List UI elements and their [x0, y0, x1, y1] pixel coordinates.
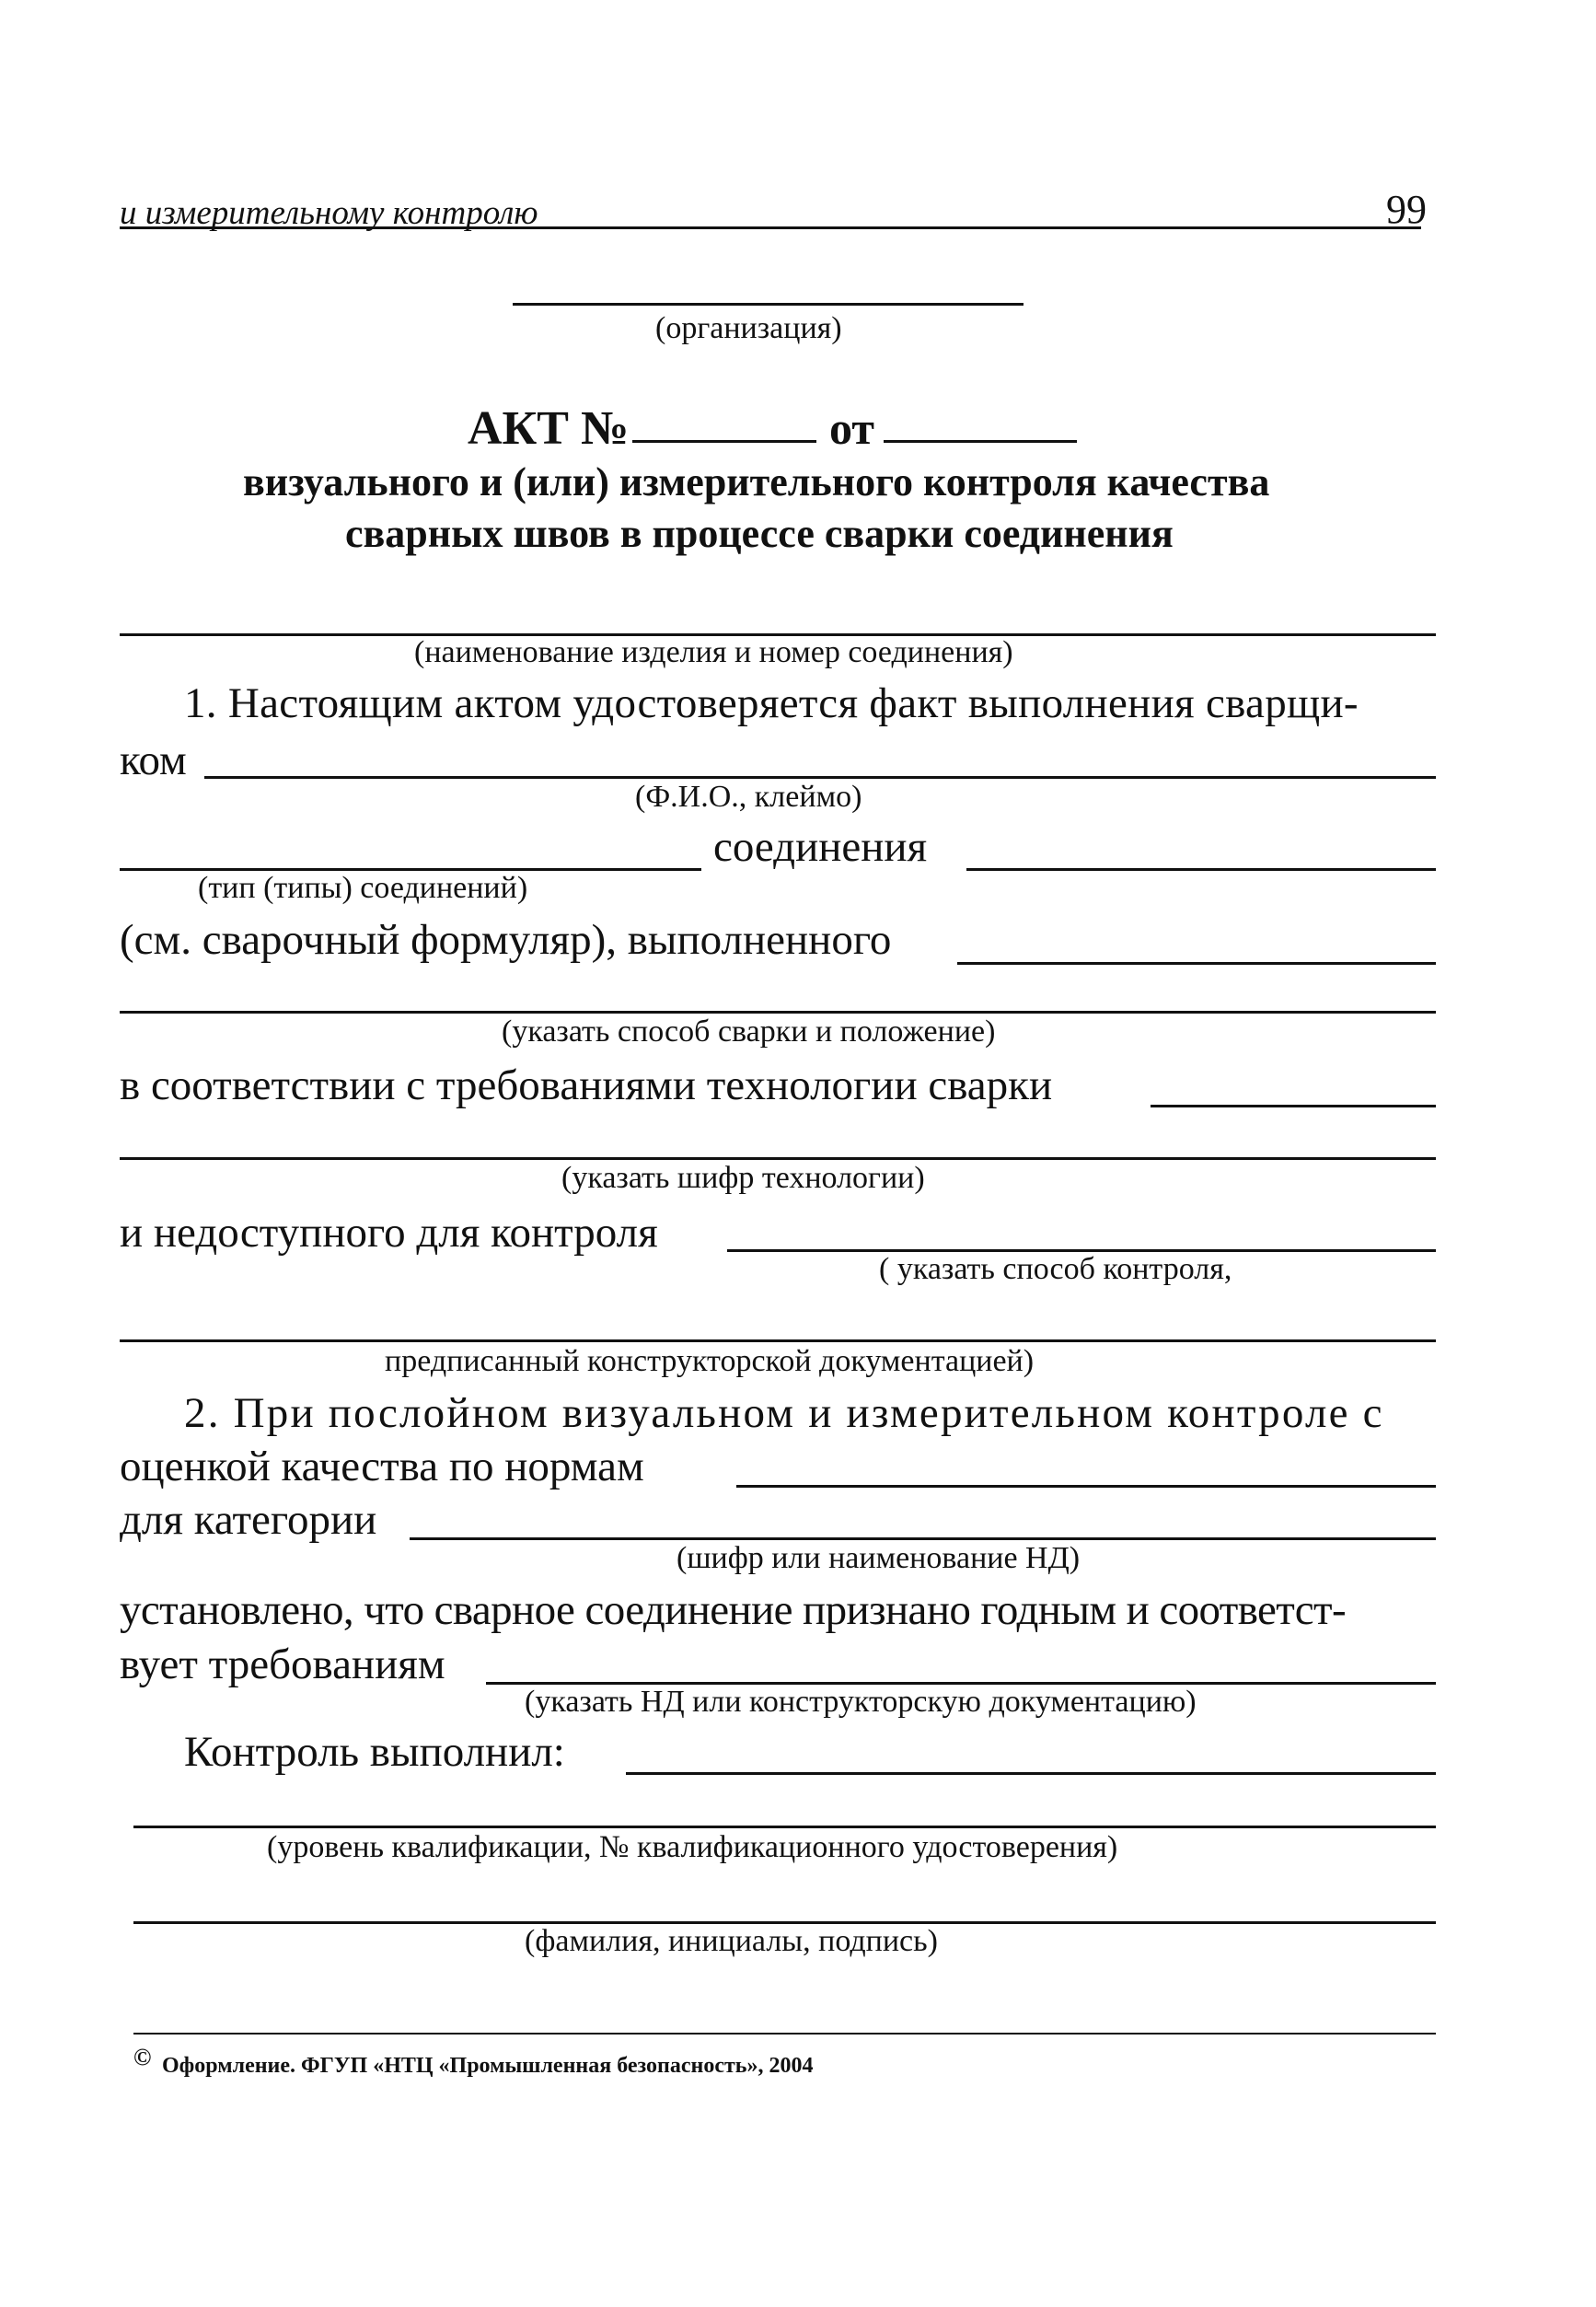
qualification-caption: (уровень квалификации, № квалификационного удостоверения)	[267, 1830, 1118, 1864]
p1-line-1: 1. Настоящим актом удостоверяется факт выполнения сварщи-	[184, 679, 1359, 727]
p2-line-2: оценкой качества по нормам	[120, 1443, 644, 1490]
title-line-2: сварных швов в процессе сварки соединения	[345, 511, 1174, 556]
nd-docs-caption: (указать НД или конструкторскую документацию)	[525, 1685, 1197, 1719]
footer-rule	[133, 2033, 1436, 2035]
welding-method-caption: (указать способ сварки и положение)	[502, 1014, 996, 1049]
joints-word: соединения	[713, 823, 928, 871]
act-number-line	[632, 440, 816, 443]
tech-line	[1151, 1105, 1436, 1107]
copyright-symbol: ©	[133, 2044, 152, 2070]
act-from-label: от	[829, 402, 874, 454]
p2-line-5: вует требованиям	[120, 1640, 445, 1688]
title-line-1: визуального и (или) измерительного контроля качества	[243, 459, 1270, 504]
executed-line	[957, 962, 1436, 965]
control-method-caption: ( указать способ контроля,	[879, 1252, 1232, 1286]
control-method-caption-cont: предписанный конструкторской документацией)	[385, 1344, 1035, 1378]
page-number: 99	[1386, 187, 1427, 232]
tech-code-line	[120, 1157, 1436, 1160]
inspector-line	[626, 1772, 1436, 1775]
org-caption: (организация)	[655, 311, 842, 345]
control-done-text: Контроль выполнил:	[184, 1728, 565, 1776]
copyright-text: Оформление. ФГУП «НТЦ «Промышленная безопасность», 2004	[162, 2054, 814, 2078]
p2-line-3: для категории	[120, 1496, 377, 1544]
signature-caption: (фамилия, инициалы, подпись)	[525, 1924, 938, 1958]
p2-line-1: 2. При послойном визуальном и измерительном контроле с	[184, 1389, 1384, 1437]
act-label: АКТ №	[468, 402, 630, 455]
joint-type-caption: (тип (типы) соединений)	[198, 871, 528, 905]
act-date-line	[884, 440, 1077, 443]
fio-caption: (Ф.И.О., клеймо)	[635, 780, 862, 814]
inaccessible-text: и недоступного для контроля	[120, 1209, 658, 1257]
running-title: и измерительному контролю	[120, 194, 538, 232]
see-form-text: (см. сварочный формуляр), выполненного	[120, 916, 892, 964]
method-line	[120, 1011, 1436, 1014]
norms-line	[736, 1485, 1436, 1488]
control-method-line	[120, 1339, 1436, 1342]
p1-line-2: ком	[120, 736, 187, 784]
nd-code-caption: (шифр или наименование НД)	[677, 1541, 1081, 1575]
accordance-text: в соответствии с требованиями технологии сварки	[120, 1061, 1053, 1109]
p2-line-4: установлено, что сварное соединение признано годным и соответст-	[120, 1586, 1347, 1634]
header-rule	[120, 226, 1421, 229]
welder-line	[204, 776, 1436, 779]
category-line	[410, 1537, 1436, 1540]
joints-line	[966, 868, 1436, 871]
tech-code-caption: (указать шифр технологии)	[561, 1161, 925, 1195]
qualification-line	[133, 1826, 1436, 1828]
product-caption: (наименование изделия и номер соединения)	[414, 635, 1013, 669]
org-line	[513, 303, 1024, 306]
